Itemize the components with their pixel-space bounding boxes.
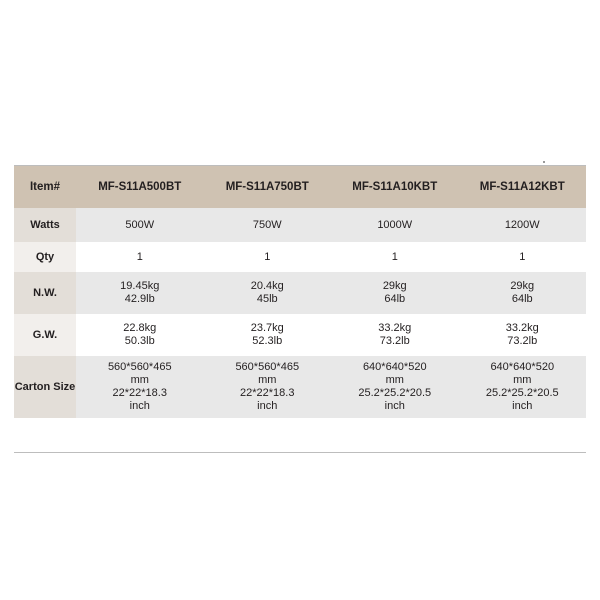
cell-watts-4: [459, 208, 587, 242]
cell-qty-4: [459, 242, 587, 272]
cell-line: 25.2*25.2*20.5: [358, 387, 432, 399]
row-label-carton-size: Carton Size: [14, 356, 76, 418]
cell-nw-1: [76, 272, 204, 314]
table-row: [14, 272, 586, 314]
cell-line: 33.2kg: [505, 322, 539, 334]
cell-qty-2: [204, 242, 332, 272]
table-row: [14, 314, 586, 356]
cell-nw-4: [459, 272, 587, 314]
cell-line: 640*640*520: [490, 361, 555, 373]
cell-line: 73.2lb: [379, 335, 410, 347]
cell-line: 22.8kg: [123, 322, 157, 334]
cell-line: inch: [257, 400, 278, 412]
cell-line: inch: [512, 400, 533, 412]
cell-line: 1000W: [377, 218, 413, 231]
cell-line: 29kg: [382, 280, 407, 292]
table-header-row: [14, 166, 586, 208]
cell-line: 640*640*520: [362, 361, 427, 373]
cell-line: 22*22*18.3: [112, 387, 167, 399]
cell-line: mm: [258, 374, 277, 386]
cell-line: 500W: [125, 218, 155, 231]
cell-line: 19.45kg: [120, 280, 160, 292]
table-row: [14, 208, 586, 242]
specification-table-container: [14, 166, 586, 418]
cell-line: 33.2kg: [378, 322, 412, 334]
cell-watts-1: [76, 208, 204, 242]
cell-line: 52.3lb: [252, 335, 283, 347]
cell-line: 50.3lb: [124, 335, 155, 347]
cell-carton-3: [331, 356, 459, 418]
cell-line: 73.2lb: [507, 335, 538, 347]
cell-nw-3: [331, 272, 459, 314]
table-row: [14, 356, 586, 418]
cell-line: 1: [391, 250, 398, 263]
cell-line: 1: [264, 250, 271, 263]
cell-line: 20.4kg: [250, 280, 284, 292]
cell-line: 64lb: [511, 293, 533, 305]
cell-gw-3: [331, 314, 459, 356]
cell-watts-2: [204, 208, 332, 242]
cell-line: 29kg: [510, 280, 535, 292]
cell-gw-4: [459, 314, 587, 356]
cell-line: mm: [130, 374, 149, 386]
cell-line: 22*22*18.3: [240, 387, 295, 399]
cell-carton-4: [459, 356, 587, 418]
cell-gw-2: [204, 314, 332, 356]
row-label-nw: N.W.: [14, 272, 76, 314]
cell-line: 1: [519, 250, 526, 263]
cell-line: 1: [136, 250, 143, 263]
row-label-qty: Qty: [14, 242, 76, 272]
row-label-gw: G.W.: [14, 314, 76, 356]
header-cell-model-3: MF-S11A10KBT: [331, 166, 459, 208]
cell-line: 560*560*465: [107, 361, 172, 373]
cell-gw-1: [76, 314, 204, 356]
cell-line: 23.7kg: [250, 322, 284, 334]
cell-line: mm: [385, 374, 404, 386]
cell-line: 750W: [252, 218, 282, 231]
cell-carton-1: [76, 356, 204, 418]
header-cell-model-4: MF-S11A12KBT: [459, 166, 587, 208]
table-row: [14, 242, 586, 272]
cell-line: 45lb: [256, 293, 278, 305]
row-label-watts: Watts: [14, 208, 76, 242]
cell-line: 64lb: [384, 293, 406, 305]
cell-nw-2: [204, 272, 332, 314]
cell-qty-3: [331, 242, 459, 272]
cell-qty-1: [76, 242, 204, 272]
cell-line: 42.9lb: [124, 293, 155, 305]
header-cell-model-1: MF-S11A500BT: [76, 166, 204, 208]
header-cell-item: Item#: [14, 166, 76, 208]
cell-line: mm: [513, 374, 532, 386]
cell-line: inch: [129, 400, 150, 412]
cell-line: inch: [384, 400, 405, 412]
table-bottom-rule: [14, 452, 586, 453]
stray-dot-mark: [543, 161, 545, 163]
header-cell-model-2: MF-S11A750BT: [204, 166, 332, 208]
specification-table: [14, 166, 586, 418]
cell-line: 25.2*25.2*20.5: [485, 387, 559, 399]
cell-carton-2: [204, 356, 332, 418]
cell-line: 1200W: [504, 218, 540, 231]
cell-watts-3: [331, 208, 459, 242]
cell-line: 560*560*465: [235, 361, 300, 373]
